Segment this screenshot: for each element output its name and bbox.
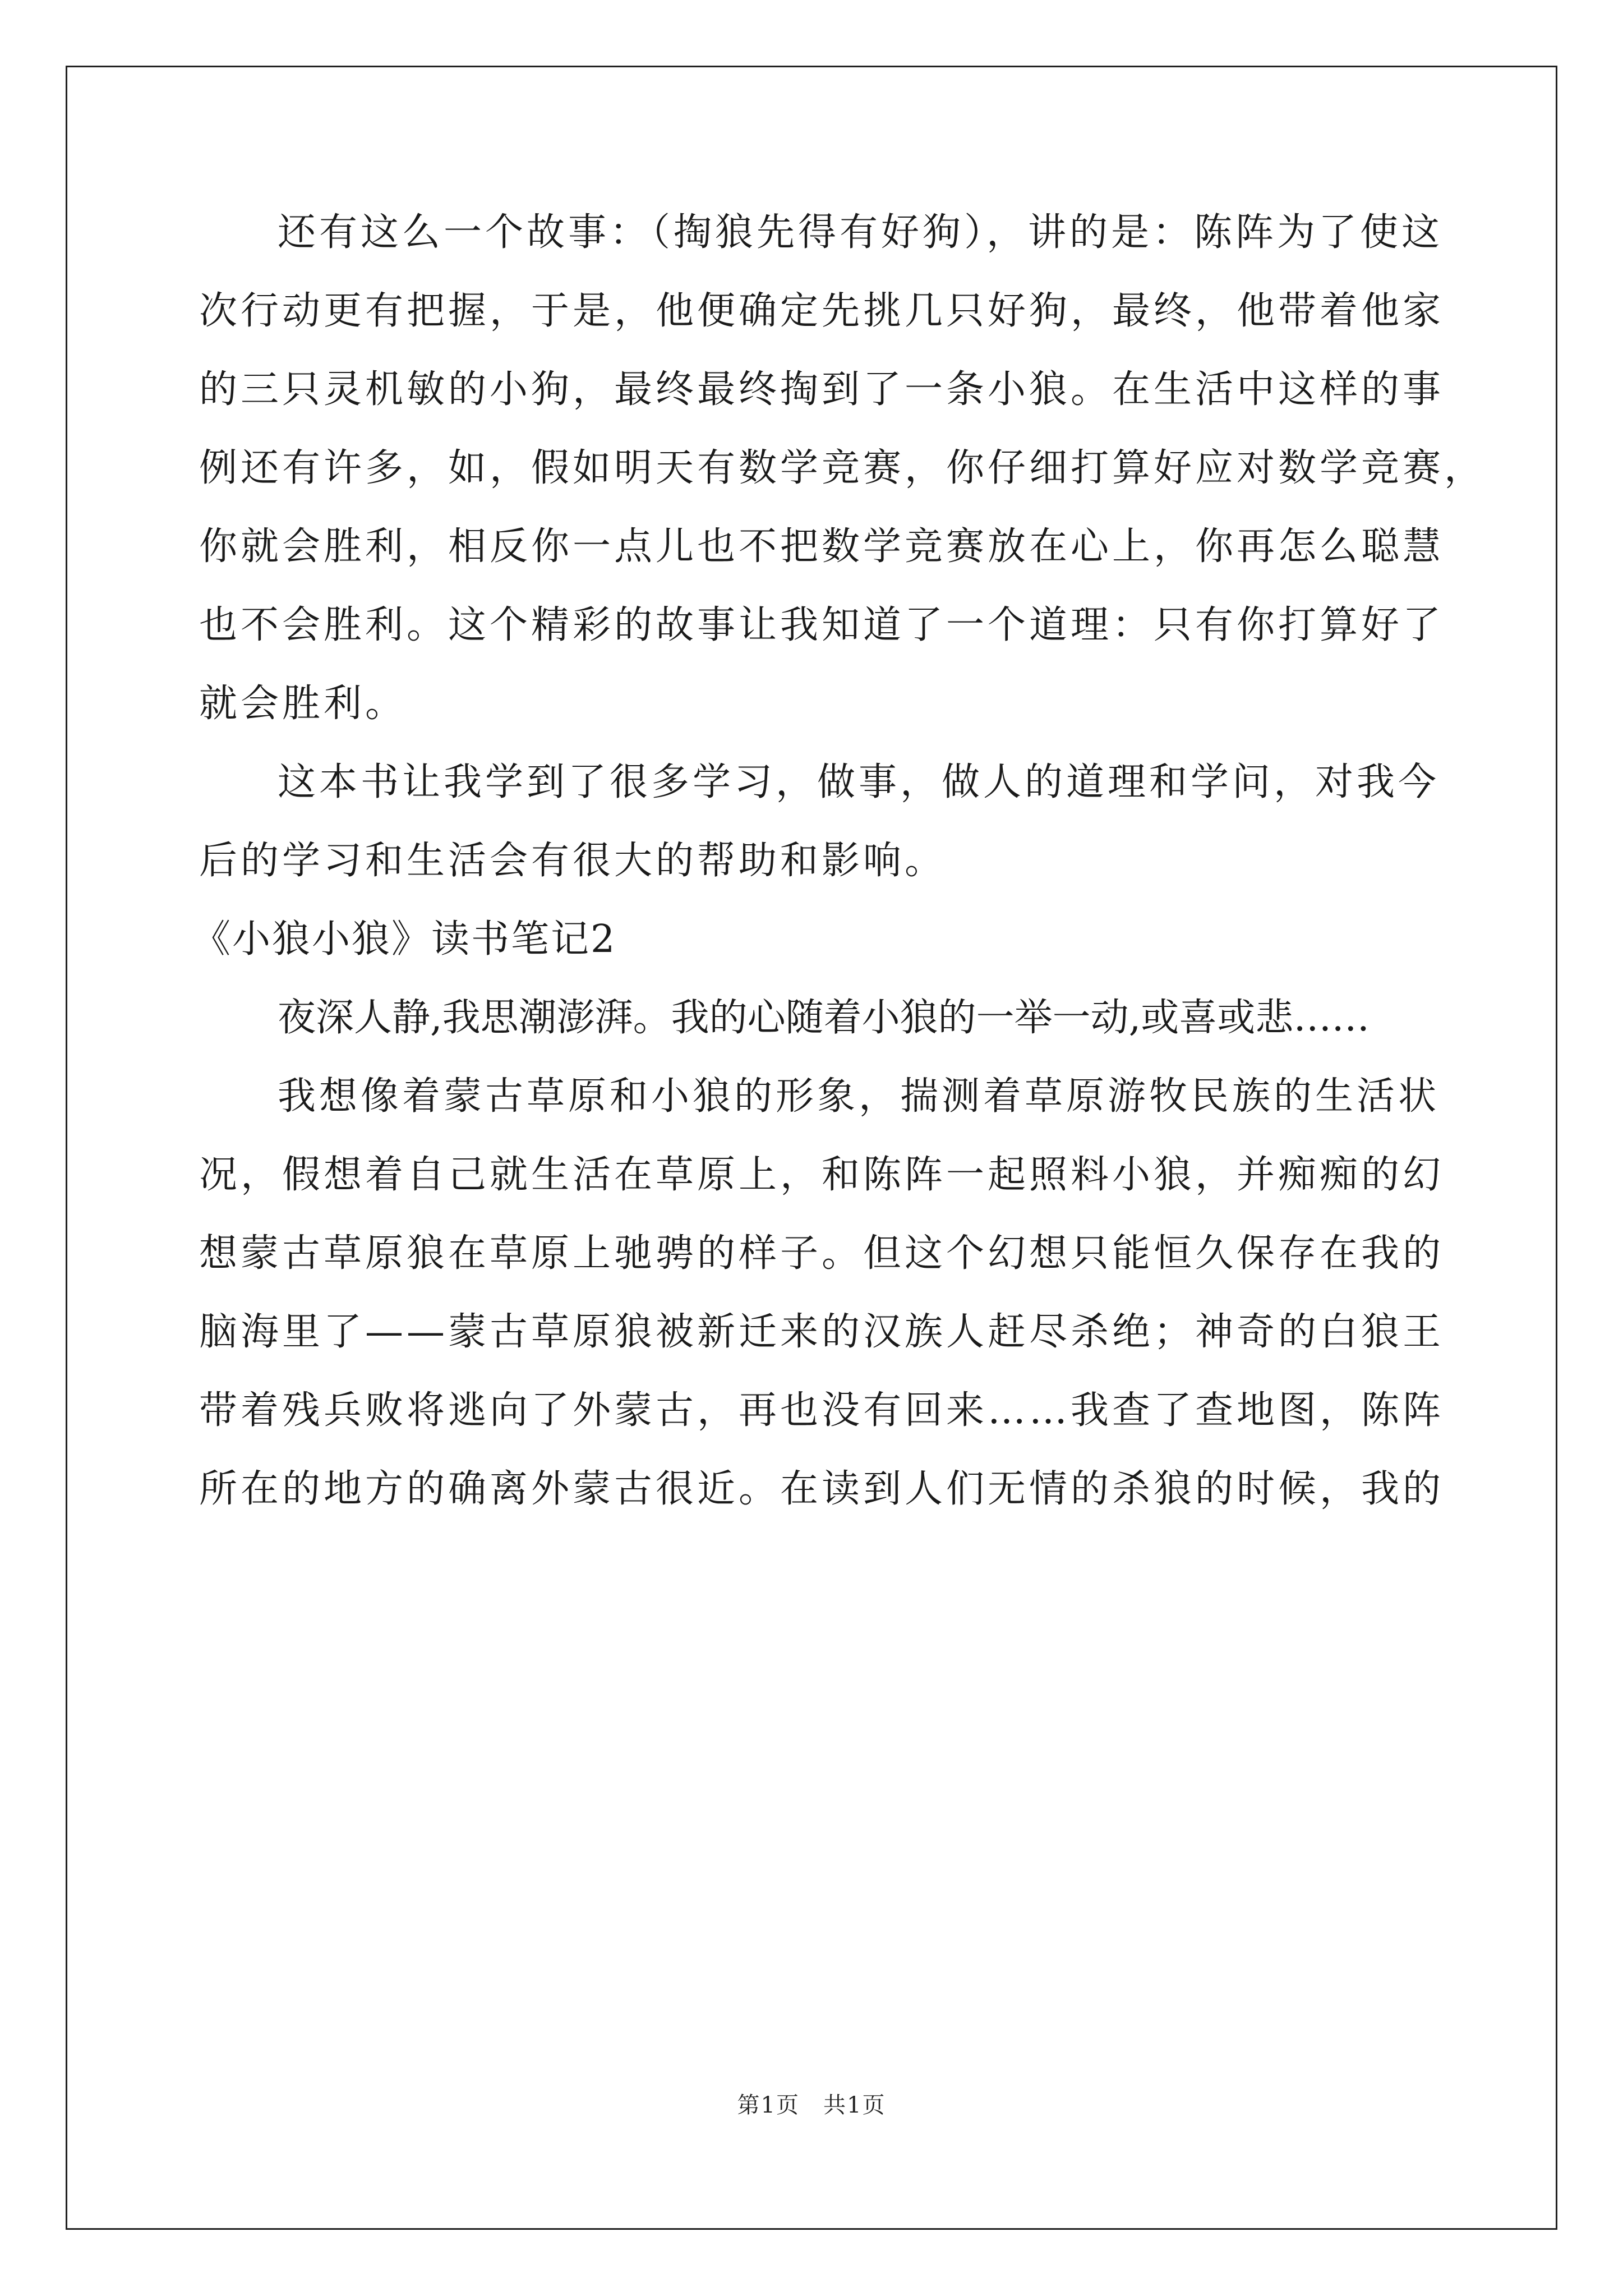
paragraph-4-line-4: 脑海里了——蒙古草原狼被新迁来的汉族人赶尽杀绝；神奇的白狼王 xyxy=(199,1310,1445,1354)
paragraph-4-line-3: 想蒙古草原狼在草原上驰骋的样子。但这个幻想只能恒久保存在我的 xyxy=(199,1231,1445,1276)
paragraph-1-line-6: 也不会胜利。这个精彩的故事让我知道了一个道理：只有你打算好了 xyxy=(199,603,1445,647)
paragraph-2-line-2: 后的学习和生活会有很大的帮助和影响。 xyxy=(199,839,947,883)
paragraph-1-line-3: 的三只灵机敏的小狗，最终最终掏到了一条小狼。在生活中这样的事 xyxy=(199,367,1445,412)
paragraph-3-line-1: 夜深人静,我思潮澎湃。我的心随着小狼的一举一动,或喜或悲…… xyxy=(278,996,1370,1040)
paragraph-4-line-6: 所在的地方的确离外蒙古很近。在读到人们无情的杀狼的时候，我的 xyxy=(199,1467,1445,1511)
paragraph-1-line-5: 你就会胜利，相反你一点儿也不把数学竞赛放在心上，你再怎么聪慧 xyxy=(199,524,1445,569)
paragraph-2-line-1: 这本书让我学到了很多学习，做事，做人的道理和学问，对我今 xyxy=(278,760,1440,804)
page-number-footer: 第1页 共1页 xyxy=(737,2092,886,2118)
section-heading: 《小狼小狼》读书笔记2 xyxy=(192,917,617,961)
paragraph-4-line-2: 况，假想着自己就生活在草原上，和陈阵一起照料小狼，并痴痴的幻 xyxy=(199,1153,1445,1197)
paragraph-1-line-1: 还有这么一个故事：（掏狼先得有好狗），讲的是：陈阵为了使这 xyxy=(278,210,1444,255)
paragraph-1-line-2: 次行动更有把握，于是，他便确定先挑几只好狗，最终，他带着他家 xyxy=(199,289,1445,333)
paragraph-4-line-5: 带着残兵败将逃向了外蒙古，再也没有回来……我查了查地图，陈阵 xyxy=(199,1388,1445,1433)
paragraph-4-line-1: 我想像着蒙古草原和小狼的形象，揣测着草原游牧民族的生活状 xyxy=(278,1074,1440,1119)
paragraph-1-line-4: 例还有许多，如，假如明天有数学竞赛，你仔细打算好应对数学竞赛， xyxy=(199,446,1486,490)
paragraph-1-line-7: 就会胜利。 xyxy=(199,682,407,726)
